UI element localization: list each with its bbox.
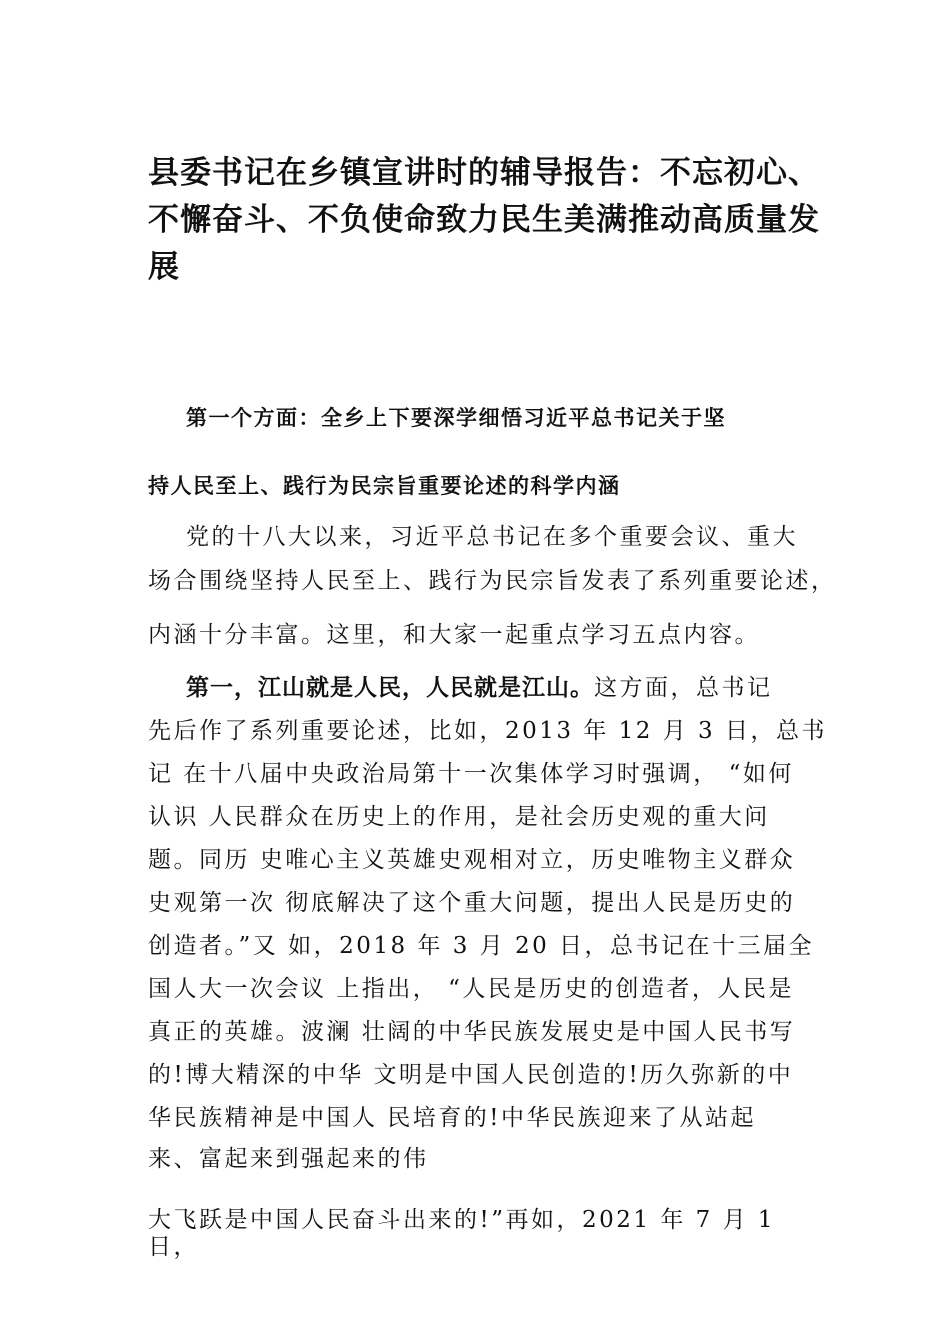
point1-line-6: 创造者。”又 如，2018 年 3 月 20 日，总书记在十三届全 <box>148 933 815 959</box>
point1-line-3: 认识 人民群众在历史上的作用，是社会历史观的重大问 <box>148 804 770 830</box>
point1-line-13: 日， <box>148 1234 199 1260</box>
point1-line-1: 先后作了系列重要论述，比如，2013 年 12 月 3 日，总书 <box>148 718 827 744</box>
point1-line-11: 来、富起来到强起来的伟 <box>148 1146 429 1172</box>
point1-line-2: 记 在十八届中央政治局第十一次集体学习时强调， “如何 <box>148 761 794 787</box>
section-heading-line-1: 第一个方面：全乡上下要深学细悟习近平总书记关于坚 <box>186 406 726 430</box>
intro-line-1: 党的十八大以来，习近平总书记在多个重要会议、重大 <box>186 524 798 550</box>
point1-line-9: 的!博大精深的中华 文明是中国人民创造的!历久弥新的中 <box>148 1062 794 1088</box>
point1-bold-lead: 第一，江山就是人民，人民就是江山。 <box>186 675 594 701</box>
point1-first-line-rest: 这方面，总书记 <box>594 675 773 701</box>
document-title: 县委书记在乡镇宣讲时的辅导报告：不忘初心、不懈奋斗、不负使命致力民生美满推动高质量发展 <box>148 155 820 285</box>
intro-line-3: 内涵十分丰富。这里，和大家一起重点学习五点内容。 <box>148 622 760 648</box>
section-heading-line-2: 持人民至上、践行为民宗旨重要论述的科学内涵 <box>148 474 621 498</box>
point1-line-10: 华民族精神是中国人 民培育的!中华民族迎来了从站起 <box>148 1105 757 1131</box>
point1-line-8: 真正的英雄。波澜 壮阔的中华民族发展史是中国人民书写 <box>148 1019 796 1045</box>
point1-line-12: 大飞跃是中国人民奋斗出来的!”再如，2021 年 7 月 1 <box>148 1207 776 1233</box>
point1-first-line <box>186 673 773 703</box>
point1-line-7: 国人大一次会议 上指出， “人民是历史的创造者，人民是 <box>148 976 794 1002</box>
point1-line-4: 题。同历 史唯心主义英雄史观相对立，历史唯物主义群众 <box>148 847 796 873</box>
point1-line-5: 史观第一次 彻底解决了这个重大问题，提出人民是历史的 <box>148 890 796 916</box>
intro-line-2: 场合围绕坚持人民至上、践行为民宗旨发表了系列重要论述， <box>148 568 837 594</box>
